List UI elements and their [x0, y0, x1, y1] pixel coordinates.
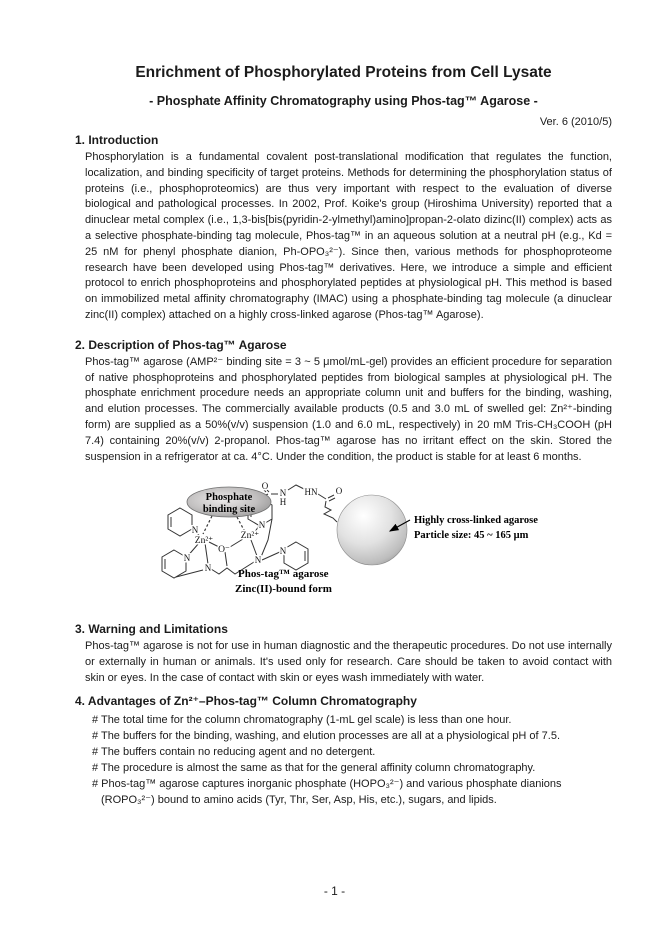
phos-tag-structure-diagram [140, 480, 620, 618]
section-heading-description: 2. Description of Phos-tag™ Agarose [75, 337, 287, 352]
n-amine-label-right: N [254, 555, 262, 566]
n-atom-label: N [258, 520, 266, 531]
section-heading-advantages: 4. Advantages of Zn²⁺–Phos-tag™ Column Chromatography [75, 693, 417, 708]
section-heading-introduction: 1. Introduction [75, 133, 159, 147]
zn-label-left: Zn²⁺ [194, 536, 214, 547]
phos-tag-figure [140, 480, 620, 618]
amide-n-label: N [279, 488, 287, 499]
advantage-item: # The procedure is almost the same as that for the general affinity column chromatography. [92, 761, 536, 774]
document-content [75, 63, 612, 808]
amide-o-label-right: O [335, 486, 343, 497]
amide-h-label: H [279, 497, 287, 508]
advantage-item: # The buffers contain no reducing agent and no detergent. [92, 745, 376, 758]
document-subtitle: - Phosphate Affinity Chromatography using Phos-tag™ Agarose - [149, 94, 538, 108]
binding-site-label-line2: binding site [202, 504, 256, 516]
advantage-item: # Phos-tag™ agarose captures inorganic phosphate (HOPO₃²⁻) and various phosphate dianions (ROPO₃²⁻) bound to amino acids (Tyr, Thr, Ser, Asp, His, etc.), sugars, and lipids. [92, 777, 562, 806]
amide-o-label-left: O [261, 481, 269, 492]
n-amine-label-left: N [204, 563, 212, 574]
n-atom-label: N [279, 546, 287, 557]
binding-site-dashed-bonds [203, 516, 245, 534]
n-atom-label: N [191, 525, 199, 536]
structure-caption-line2: Zinc(II)-bound form [235, 583, 332, 596]
version-label: Ver. 6 (2010/5) [539, 116, 612, 128]
advantage-item: # The total time for the column chromatography (1-mL gel scale) is less than one hour. [92, 713, 512, 726]
n-atom-label: N [183, 553, 191, 564]
binding-site-label-line1: Phosphate [205, 492, 253, 504]
bead-caption-line1: Highly cross-linked agarose [414, 515, 538, 527]
amide-hn-label: HN [304, 487, 318, 498]
warning-paragraph: Phos-tag™ agarose is not for use in human diagnostic and the therapeutic procedures. Do not use internally or externally in human or animals. It's used only for research. Care should be taken to avoid contact with skin or eyes. In the case of contact with skin or eyes wash immediately with water. [85, 640, 612, 684]
description-paragraph: Phos-tag™ agarose (AMP²⁻ binding site = 3 ~ 5 μmol/mL-gel) provides an efficient procedure for separation of native phosphoproteins and phosphorylated peptides from biological samples at physiological pH. The phosphate enrichment procedure needs an appropriate column unit and buffers for the binding, washing, and elution processes. The commercially available products (0.5 and 3.0 mL of swelled gel: Zn²⁺-binding form) are supplied as a 50%(v/v) suspension (1.0 and 6.0 mL, respectively) in 20 mM Tris-CH₃COOH (pH 7.4) containing 20%(v/v) 2-propanol. Phos-tag™ agarose has no irritant effect on the skin. Stored the suspension in a refrigerator at ca. 4°C. Under the condition, the product is stable for at least 6 months. [85, 355, 612, 463]
page-number: - 1 - [323, 884, 346, 898]
o-minus-label: O⁻ [218, 545, 230, 556]
advantage-item: # The buffers for the binding, washing, and elution processes are all at a physiological pH of 7.5. [92, 729, 560, 742]
structure-caption-line1: Phos-tag™ agarose [238, 568, 329, 581]
bead-caption-line2: Particle size: 45 ~ 165 μm [414, 530, 529, 542]
agarose-bead [337, 495, 407, 565]
zn-label-right: Zn²⁺ [240, 531, 260, 542]
section-heading-warning: 3. Warning and Limitations [75, 622, 228, 637]
introduction-paragraph: Phosphorylation is a fundamental covalent post-translational modification that regulates the function, localization, and binding specificity of target proteins. Methods for determining the phosphorylation status of proteins (i.e., phosphoproteomics) are thus very important with respect to the evaluation of diverse biological and pathological processes. In 2002, Prof. Koike's group (Hiroshima University) reported that a dinuclear metal complex (i.e., 1,3-bis[bis(pyridin-2-ylmethyl)amino]propan-2-olato dizinc(II) complex) acts as a selective phosphate-binding tag molecule, Phos-tag™ in an aqueous solution at a neutral pH (e.g., Kd = 25 nM for phenyl phosphate dianion, Ph-OPO₃²⁻). Since then, various methods for phosphoproteome research have been developed using Phos-tag™ derivatives. Here, we introduce a simple and efficient protocol to enrich phosphoproteins and phosphorylated peptides at physiological pH. This method is based on immobilized metal affinity chromatography (IMAC) using a phosphate-binding tag molecule (a dinuclear zinc(II) complex) attached on a highly cross-linked agarose (Phos-tag™ Agarose). [85, 151, 612, 321]
document-title: Enrichment of Phosphorylated Proteins from Cell Lysate [135, 64, 552, 81]
advantages-list [92, 712, 607, 808]
